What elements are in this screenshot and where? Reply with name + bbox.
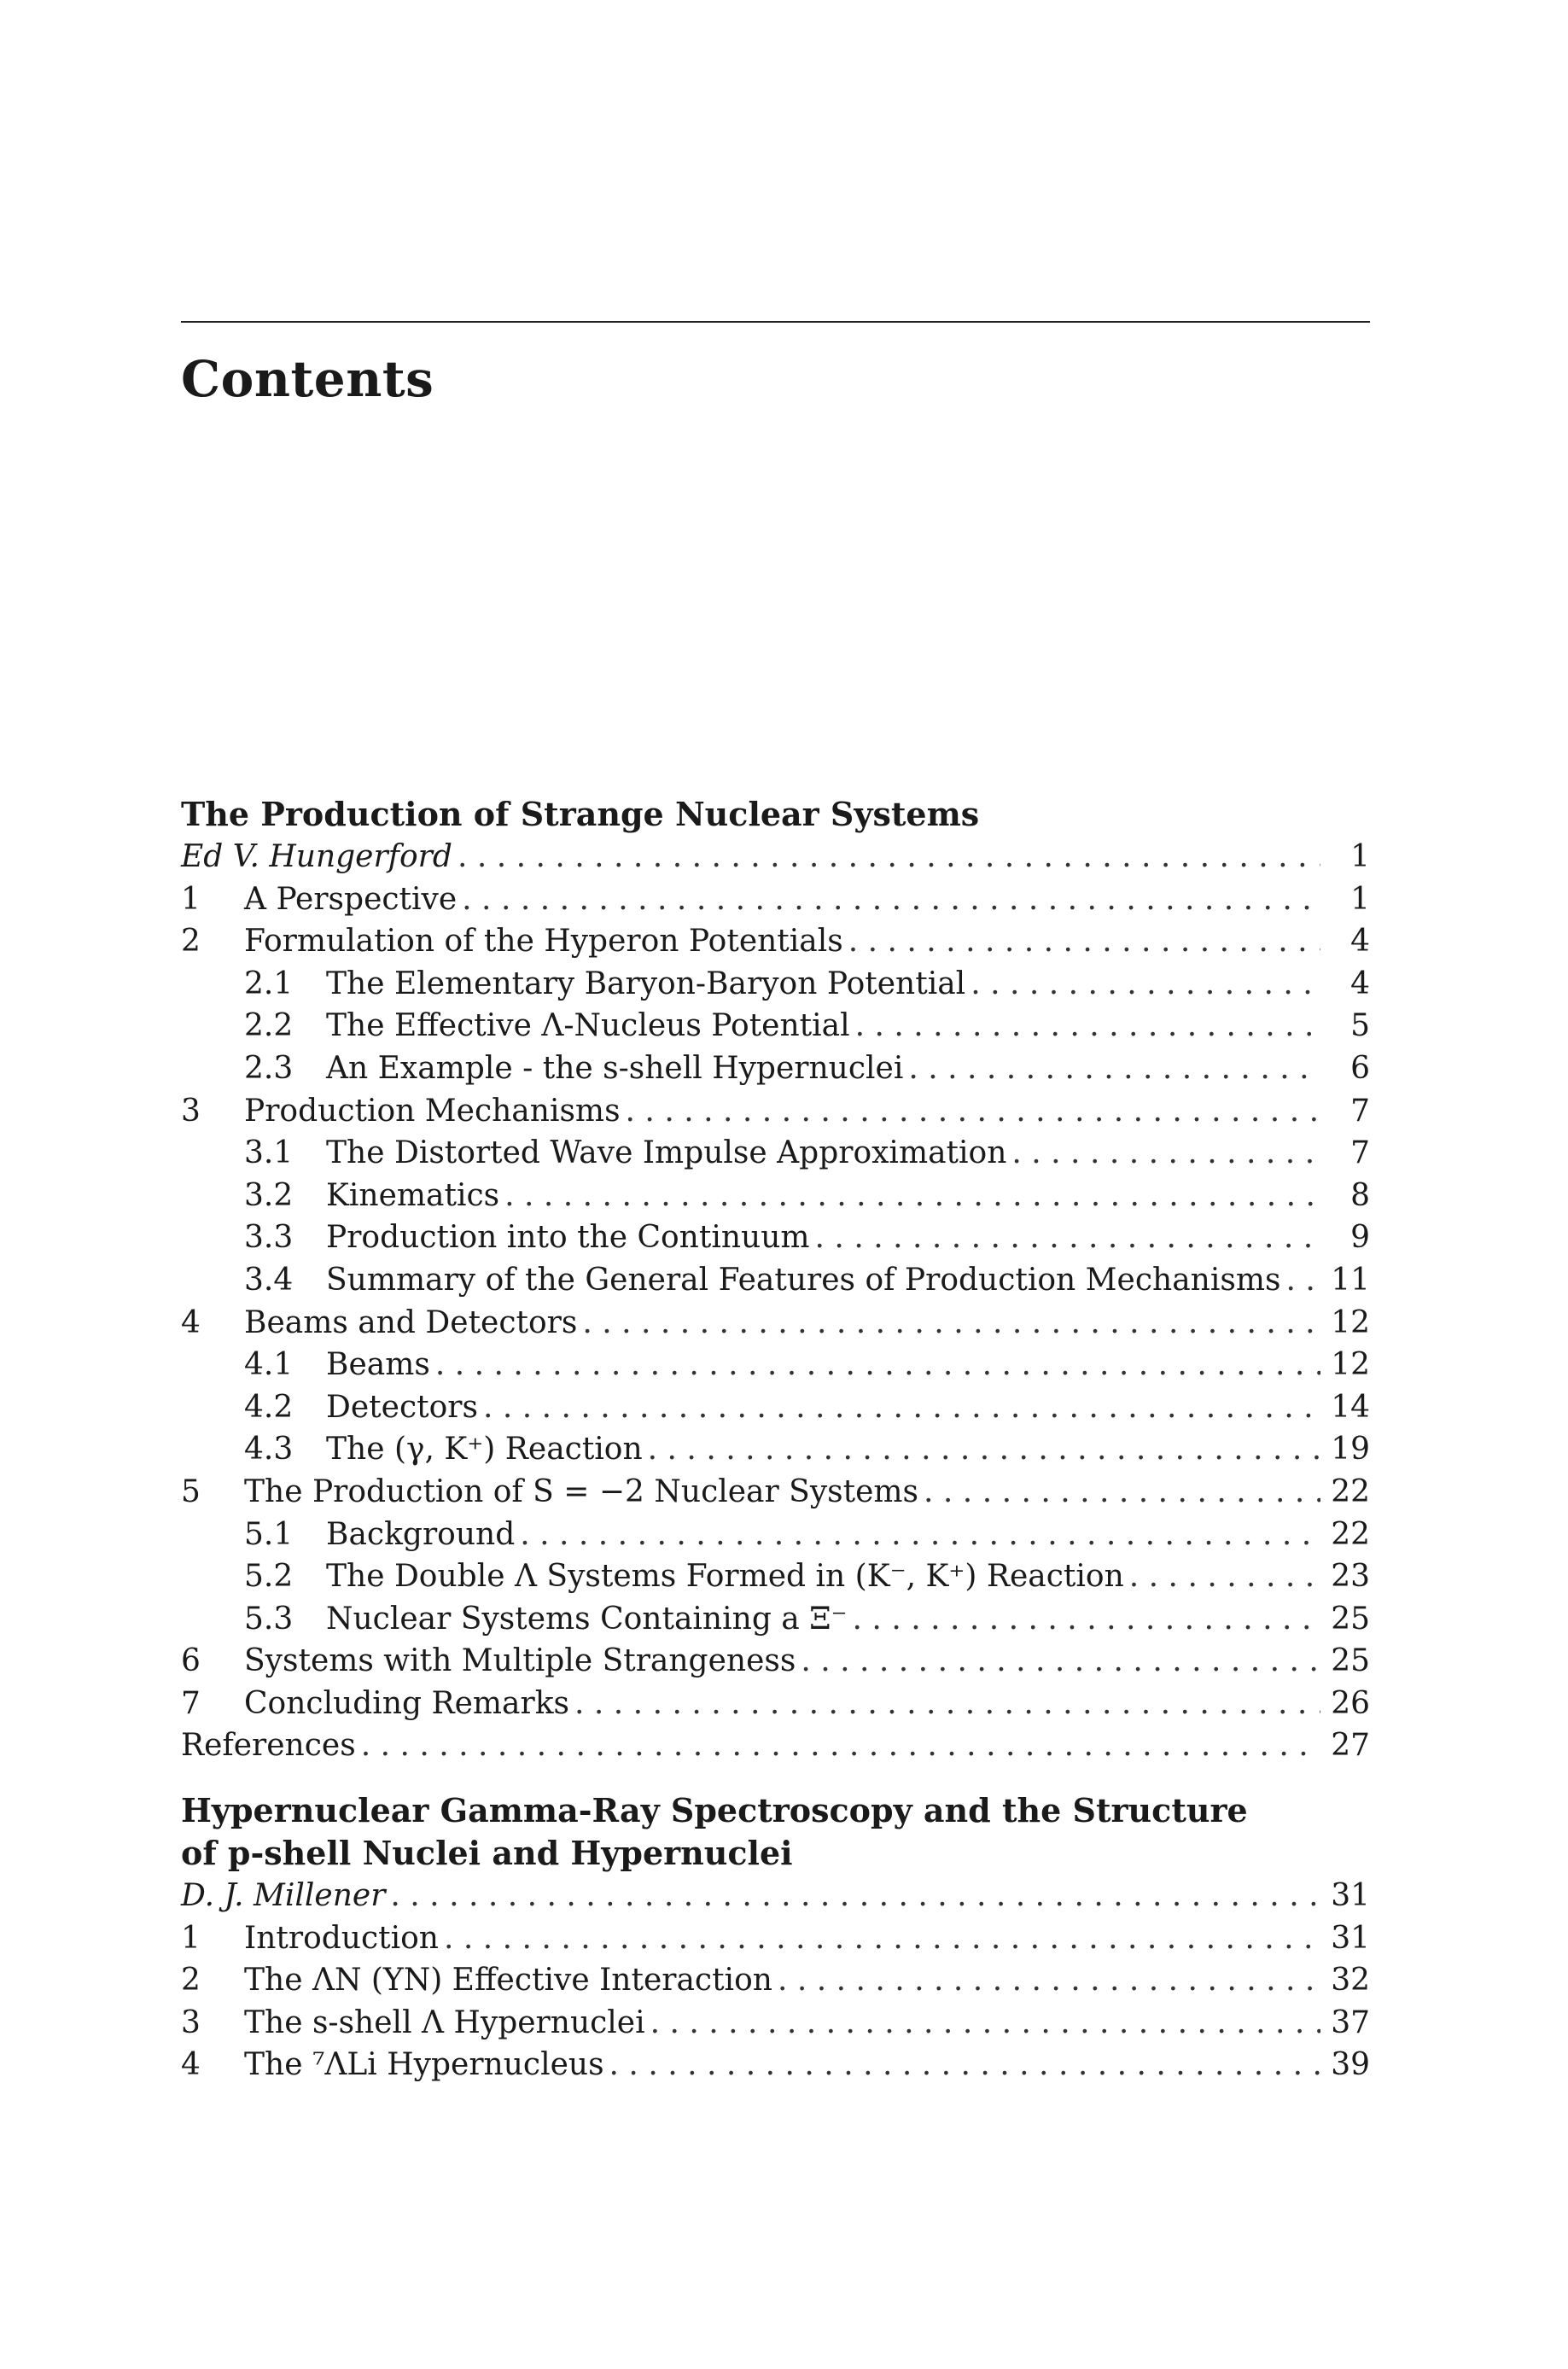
table-of-contents — [181, 793, 1370, 2086]
leader-dots — [848, 920, 1320, 963]
toc-entry[interactable] — [181, 1917, 1370, 1960]
entry-label: The Distorted Wave Impulse Approximation — [326, 1135, 1007, 1171]
toc-subentry[interactable] — [181, 1514, 1370, 1556]
leader-dots — [778, 1959, 1320, 2002]
entry-number: 2 — [181, 1963, 201, 1998]
entry-number: 7 — [181, 1685, 201, 1721]
page-number: 25 — [1331, 1643, 1370, 1679]
entry-number: 3.2 — [244, 1177, 294, 1213]
entry-number: 5.1 — [244, 1516, 294, 1552]
page-number: 1 — [1350, 839, 1370, 874]
entry-label: Summary of the General Features of Production Mechanisms — [326, 1262, 1281, 1298]
leader-dots — [650, 2002, 1320, 2045]
toc-entry[interactable] — [181, 1302, 1370, 1345]
page-number: 26 — [1331, 1685, 1370, 1721]
entry-number: 2 — [181, 924, 201, 960]
toc-entry[interactable] — [181, 1683, 1370, 1725]
page-number: 4 — [1350, 924, 1370, 960]
chapter-title: The Production of Strange Nuclear Systems — [181, 795, 980, 833]
entry-label: The (γ, K⁺) Reaction — [326, 1432, 643, 1467]
entry-label: A Perspective — [244, 881, 458, 917]
page-number: 1 — [1350, 881, 1370, 917]
page-number: 5 — [1350, 1008, 1370, 1044]
entry-number: 2.3 — [244, 1050, 294, 1086]
entry-label: Concluding Remarks — [244, 1685, 570, 1721]
leader-dots — [1011, 1132, 1320, 1175]
toc-subentry[interactable] — [181, 1555, 1370, 1598]
leader-dots — [520, 1514, 1320, 1556]
entry-number: 4 — [181, 2047, 201, 2083]
page-number: 27 — [1331, 1728, 1370, 1764]
leader-dots — [924, 1471, 1320, 1514]
page-number: 22 — [1331, 1516, 1370, 1552]
entry-number: 6 — [181, 1643, 201, 1679]
entry-label: The s-shell Λ Hypernuclei — [244, 2004, 645, 2040]
toc-section — [181, 1789, 1370, 2086]
page-number: 39 — [1331, 2047, 1370, 2083]
entry-number: 3.4 — [244, 1262, 294, 1298]
entry-label: Formulation of the Hyperon Potentials — [244, 924, 843, 960]
entry-number: 3 — [181, 1093, 201, 1129]
toc-references[interactable] — [181, 1724, 1370, 1767]
entry-label: Production Mechanisms — [244, 1093, 621, 1129]
entry-number: 4.2 — [244, 1389, 294, 1425]
toc-author-row[interactable] — [181, 836, 1370, 878]
toc-subentry[interactable] — [181, 1259, 1370, 1302]
page-number: 19 — [1331, 1432, 1370, 1467]
toc-section — [181, 793, 1370, 1767]
page-number: 4 — [1350, 966, 1370, 1001]
leader-dots — [483, 1386, 1320, 1429]
leader-dots — [648, 1428, 1320, 1471]
page-number: 32 — [1331, 1963, 1370, 1998]
entry-number: 5 — [181, 1473, 201, 1509]
leader-dots — [390, 1875, 1320, 1917]
leader-dots — [1129, 1555, 1320, 1598]
entry-label: Beams and Detectors — [244, 1304, 578, 1340]
page-number: 31 — [1331, 1878, 1370, 1914]
toc-entry[interactable] — [181, 1090, 1370, 1133]
toc-subentry[interactable] — [181, 1217, 1370, 1259]
leader-dots — [815, 1217, 1320, 1259]
entry-label: The Elementary Baryon-Baryon Potential — [326, 966, 966, 1001]
page-number: 7 — [1350, 1093, 1370, 1129]
page-number: 8 — [1350, 1177, 1370, 1213]
toc-subentry[interactable] — [181, 963, 1370, 1006]
toc-entry[interactable] — [181, 2002, 1370, 2045]
page-number: 31 — [1331, 1920, 1370, 1956]
entry-label: Background — [326, 1516, 516, 1552]
page-number: 6 — [1350, 1050, 1370, 1086]
top-rule — [181, 321, 1370, 323]
toc-subentry[interactable] — [181, 1047, 1370, 1090]
entry-label: Production into the Continuum — [326, 1220, 810, 1256]
entry-number: 3.1 — [244, 1135, 294, 1171]
entry-label: Kinematics — [326, 1177, 500, 1213]
leader-dots — [444, 1917, 1320, 1960]
page-number: 14 — [1331, 1389, 1370, 1425]
entry-label: The Double Λ Systems Formed in (K⁻, K⁺) Reaction — [326, 1559, 1124, 1595]
leader-dots — [853, 1598, 1320, 1641]
page-number: 9 — [1350, 1220, 1370, 1256]
entry-number: 1 — [181, 1920, 201, 1956]
leader-dots — [435, 1344, 1320, 1386]
leader-dots — [801, 1640, 1320, 1683]
toc-subentry[interactable] — [181, 1598, 1370, 1641]
entry-label: An Example - the s-shell Hypernuclei — [326, 1050, 904, 1086]
leader-dots — [582, 1302, 1320, 1345]
leader-dots — [626, 1090, 1320, 1133]
leader-dots — [462, 878, 1320, 921]
leader-dots — [1285, 1259, 1320, 1302]
page-number: 12 — [1331, 1347, 1370, 1383]
leader-dots — [971, 963, 1320, 1006]
entry-number: 2.2 — [244, 1008, 294, 1044]
entry-number: 3 — [181, 2004, 201, 2040]
entry-number: 5.2 — [244, 1559, 294, 1595]
page-number: 25 — [1331, 1601, 1370, 1637]
toc-subentry[interactable] — [181, 1175, 1370, 1217]
entry-number: 3.3 — [244, 1220, 294, 1256]
entry-number: 1 — [181, 881, 201, 917]
leader-dots — [908, 1047, 1320, 1090]
leader-dots — [361, 1724, 1320, 1767]
chapter-author: Ed V. Hungerford — [181, 839, 452, 874]
entry-label: Systems with Multiple Strangeness — [244, 1643, 796, 1679]
entry-label: The Production of S = −2 Nuclear Systems — [244, 1473, 919, 1509]
page-title: Contents — [181, 350, 434, 408]
entry-label: The ΛN (YN) Effective Interaction — [244, 1963, 772, 1998]
toc-subentry[interactable] — [181, 1005, 1370, 1047]
entry-number: 2.1 — [244, 966, 294, 1001]
entry-number: 4.1 — [244, 1347, 294, 1383]
toc-subentry[interactable] — [181, 1428, 1370, 1471]
toc-subentry[interactable] — [181, 1344, 1370, 1386]
page-number: 11 — [1331, 1262, 1370, 1298]
entry-label: The ⁷ΛLi Hypernucleus — [244, 2047, 604, 2083]
page-number: 12 — [1331, 1304, 1370, 1340]
entry-label: Introduction — [244, 1920, 439, 1956]
page-number: 22 — [1331, 1473, 1370, 1509]
chapter-title-continued: of p-shell Nuclei and Hypernuclei — [181, 1834, 793, 1873]
toc-entry[interactable] — [181, 1959, 1370, 2002]
toc-entry[interactable] — [181, 878, 1370, 921]
toc-entry[interactable] — [181, 1471, 1370, 1514]
entry-label: Beams — [326, 1347, 430, 1383]
entry-label: References — [181, 1728, 356, 1764]
leader-dots — [458, 836, 1320, 878]
toc-author-row[interactable] — [181, 1875, 1370, 1917]
entry-number: 4 — [181, 1304, 201, 1340]
toc-entry[interactable] — [181, 1640, 1370, 1683]
leader-dots — [855, 1005, 1320, 1047]
toc-subentry[interactable] — [181, 1132, 1370, 1175]
page-number: 23 — [1331, 1559, 1370, 1595]
entry-label: The Effective Λ-Nucleus Potential — [326, 1008, 850, 1044]
page-number: 7 — [1350, 1135, 1370, 1171]
toc-subentry[interactable] — [181, 1386, 1370, 1429]
chapter-title: Hypernuclear Gamma-Ray Spectroscopy and the Structure — [181, 1791, 1248, 1830]
page-number: 37 — [1331, 2004, 1370, 2040]
leader-dots — [609, 2044, 1320, 2086]
leader-dots — [574, 1683, 1320, 1725]
entry-number: 4.3 — [244, 1432, 294, 1467]
entry-number: 5.3 — [244, 1601, 294, 1637]
chapter-author: D. J. Millener — [181, 1878, 386, 1914]
toc-entry[interactable] — [181, 2044, 1370, 2086]
toc-entry[interactable] — [181, 920, 1370, 963]
entry-label: Nuclear Systems Containing a Ξ⁻ — [326, 1601, 848, 1637]
entry-label: Detectors — [326, 1389, 478, 1425]
leader-dots — [504, 1175, 1320, 1217]
